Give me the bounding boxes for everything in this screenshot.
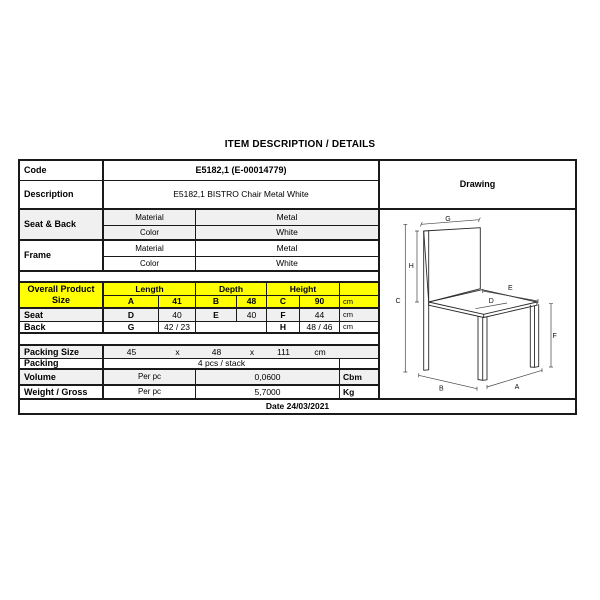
code-value: E5182,1 (E-00014779) (104, 161, 380, 181)
size-unit-header-empty (340, 283, 380, 296)
item-details-table (18, 159, 577, 415)
back-h-key: H (267, 322, 300, 334)
volume-basis: Per pc (104, 370, 196, 386)
dim-label-h: H (408, 262, 414, 270)
dim-label-g: G (445, 216, 451, 224)
length-header: Length (104, 283, 196, 296)
chair-drawing-svg (380, 210, 575, 398)
seat-d-value: 40 (159, 309, 196, 322)
dims-row-unit: cm (340, 296, 380, 309)
volume-label: Volume (20, 370, 104, 386)
packing-label: Packing (20, 359, 104, 370)
weight-unit: Kg (340, 386, 380, 400)
back-g-key: G (104, 322, 159, 334)
seat-back-label: Seat & Back (20, 210, 104, 241)
frame-color-name: Color (104, 257, 196, 272)
dim-label-e: E (507, 285, 513, 293)
spacer-row (20, 272, 380, 283)
seat-f-value: 44 (300, 309, 340, 322)
date-row: Date 24/03/2021 (20, 400, 575, 413)
overall-product-size-line2: Size (51, 295, 70, 305)
seat-e-key: E (196, 309, 237, 322)
code-label: Code (20, 161, 104, 181)
packing-size-x2: x (249, 346, 255, 357)
dim-label-f: F (552, 332, 557, 340)
dim-b-value: 48 (237, 296, 267, 309)
seat-f-key: F (267, 309, 300, 322)
chair-drawing (380, 210, 575, 400)
packing-empty-cell (340, 359, 380, 370)
packing-size-values (104, 346, 380, 359)
description-value: E5182,1 BISTRO Chair Metal White (104, 181, 380, 210)
frame-color-value: White (196, 257, 380, 272)
seat-d-key: D (104, 309, 159, 322)
packing-value: 4 pcs / stack (104, 359, 340, 370)
packing-size-d: 48 (211, 346, 222, 357)
seat-e-value: 40 (237, 309, 267, 322)
weight-value: 5,7000 (196, 386, 340, 400)
description-label: Description (20, 181, 104, 210)
back-row-label: Back (20, 322, 104, 334)
frame-label: Frame (20, 241, 104, 272)
packing-size-unit: cm (314, 346, 326, 357)
dim-label-c: C (395, 297, 401, 305)
overall-product-size-label (20, 283, 104, 309)
dim-a-key: A (104, 296, 159, 309)
dim-label-d: D (488, 297, 494, 305)
seat-back-material-name: Material (104, 210, 196, 226)
frame-material-value: Metal (196, 241, 380, 257)
spacer-row (20, 334, 380, 346)
weight-label: Weight / Gross (20, 386, 104, 400)
dim-b-key: B (196, 296, 237, 309)
packing-size-x1: x (175, 346, 180, 357)
seat-back-color-value: White (196, 226, 380, 241)
page-title: ITEM DESCRIPTION / DETAILS (224, 139, 376, 150)
dim-label-a: A (514, 383, 520, 391)
frame-material-name: Material (104, 241, 196, 257)
dim-c-value: 90 (300, 296, 340, 309)
volume-value: 0,0600 (196, 370, 340, 386)
seat-row-unit: cm (340, 309, 380, 322)
overall-product-size-line1: Overall Product (27, 284, 95, 294)
dim-label-b: B (438, 385, 444, 393)
height-header: Height (267, 283, 340, 296)
seat-back-material-value: Metal (196, 210, 380, 226)
back-g-value: 42 / 23 (159, 322, 196, 334)
seat-back-color-name: Color (104, 226, 196, 241)
packing-size-h: 111 (277, 346, 290, 357)
dim-c-key: C (267, 296, 300, 309)
packing-size-w: 45 (126, 346, 137, 357)
weight-basis: Per pc (104, 386, 196, 400)
depth-header: Depth (196, 283, 267, 296)
packing-size-label: Packing Size (20, 346, 104, 359)
back-row-unit: cm (340, 322, 380, 334)
seat-row-label: Seat (20, 309, 104, 322)
back-h-value: 48 / 46 (300, 322, 340, 334)
dim-a-value: 41 (159, 296, 196, 309)
drawing-header: Drawing (380, 161, 575, 210)
back-empty-cell (196, 322, 267, 334)
volume-unit: Cbm (340, 370, 380, 386)
